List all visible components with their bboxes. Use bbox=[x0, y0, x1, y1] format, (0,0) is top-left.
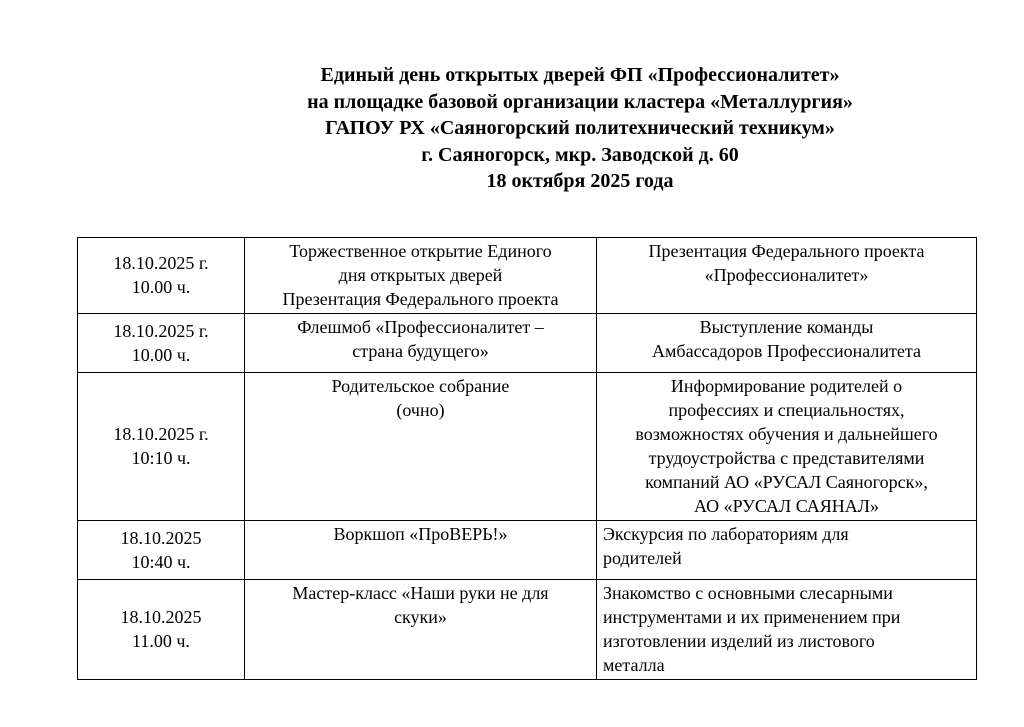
event-line: скуки» bbox=[394, 607, 447, 627]
description-line: родителей bbox=[603, 548, 682, 568]
event-cell bbox=[245, 373, 597, 521]
description-line: АО «РУСАЛ САЯНАЛ» bbox=[693, 496, 880, 516]
description-line: профессиях и специальностях, bbox=[668, 400, 905, 420]
date-cell bbox=[78, 521, 245, 580]
description-line: Амбассадоров Профессионалитета bbox=[652, 341, 921, 361]
title-line-5: 18 октября 2025 года bbox=[486, 170, 674, 192]
table-row bbox=[78, 373, 977, 521]
table-row bbox=[78, 314, 977, 373]
description-line: Экскурсия по лабораториям для bbox=[603, 524, 849, 544]
date-text: 18.10.2025 г. bbox=[113, 320, 209, 341]
description-line: Знакомство с основными слесарными bbox=[603, 583, 893, 603]
time-text: 10.00 ч. bbox=[131, 344, 191, 365]
event-line: дня открытых дверей bbox=[338, 265, 503, 285]
event-line: страна будущего» bbox=[352, 341, 489, 361]
event-line: Мастер-класс «Наши руки не для bbox=[292, 583, 549, 603]
description-cell bbox=[597, 373, 977, 521]
description-cell bbox=[597, 314, 977, 373]
table-row bbox=[78, 238, 977, 314]
time-text: 11.00 ч. bbox=[132, 631, 190, 651]
description-line: Информирование родителей о bbox=[670, 376, 903, 396]
description-cell bbox=[597, 238, 977, 314]
description-line: возможностях обучения и дальнейшего bbox=[635, 424, 938, 444]
description-line: «Профессионалитет» bbox=[704, 265, 869, 285]
event-cell bbox=[245, 314, 597, 373]
date-text: 18.10.2025 г. bbox=[113, 424, 209, 444]
date-cell bbox=[78, 238, 245, 314]
time-text: 10:40 ч. bbox=[131, 551, 191, 572]
event-line: Торжественное открытие Единого bbox=[289, 241, 552, 261]
date-text: 18.10.2025 bbox=[120, 527, 202, 548]
event-cell bbox=[245, 238, 597, 314]
time-text: 10:10 ч. bbox=[131, 448, 191, 468]
description-line: металла bbox=[603, 655, 665, 675]
table-row bbox=[78, 521, 977, 580]
date-cell bbox=[78, 314, 245, 373]
date-text: 18.10.2025 bbox=[120, 607, 202, 627]
document-title bbox=[0, 62, 1024, 195]
time-text: 10.00 ч. bbox=[131, 277, 191, 297]
title-line-2: на площадке базовой организации кластера «Металлургия» bbox=[307, 90, 853, 113]
schedule-table bbox=[77, 237, 977, 680]
description-line: Выступление команды bbox=[699, 317, 874, 337]
description-line: инструментами и их применением при bbox=[603, 607, 901, 627]
event-line: Флешмоб «Профессионалитет – bbox=[297, 317, 544, 337]
event-line: Воркшоп «ПроВЕРЬ!» bbox=[333, 524, 508, 544]
description-line: Презентация Федерального проекта bbox=[648, 241, 925, 261]
description-line: трудоустройства с представителями bbox=[648, 448, 925, 468]
title-line-3: ГАПОУ РХ «Саяногорский политехнический техникум» bbox=[325, 117, 835, 139]
title-line-4: г. Саяногорск, мкр. Заводской д. 60 bbox=[421, 143, 739, 166]
date-text: 18.10.2025 г. bbox=[113, 253, 209, 273]
event-cell bbox=[245, 580, 597, 680]
description-line: компаний АО «РУСАЛ Саяногорск», bbox=[645, 472, 928, 492]
table-row bbox=[78, 580, 977, 680]
event-cell bbox=[245, 521, 597, 580]
date-cell bbox=[78, 373, 245, 521]
date-cell bbox=[78, 580, 245, 680]
title-line-1: Единый день открытых дверей ФП «Профессионалитет» bbox=[320, 64, 840, 86]
event-line: (очно) bbox=[396, 400, 445, 420]
event-line: Презентация Федерального проекта bbox=[282, 289, 559, 309]
description-cell bbox=[597, 521, 977, 580]
event-line: Родительское собрание bbox=[331, 376, 510, 396]
description-line: изготовлении изделий из листового bbox=[603, 631, 875, 651]
description-cell bbox=[597, 580, 977, 680]
